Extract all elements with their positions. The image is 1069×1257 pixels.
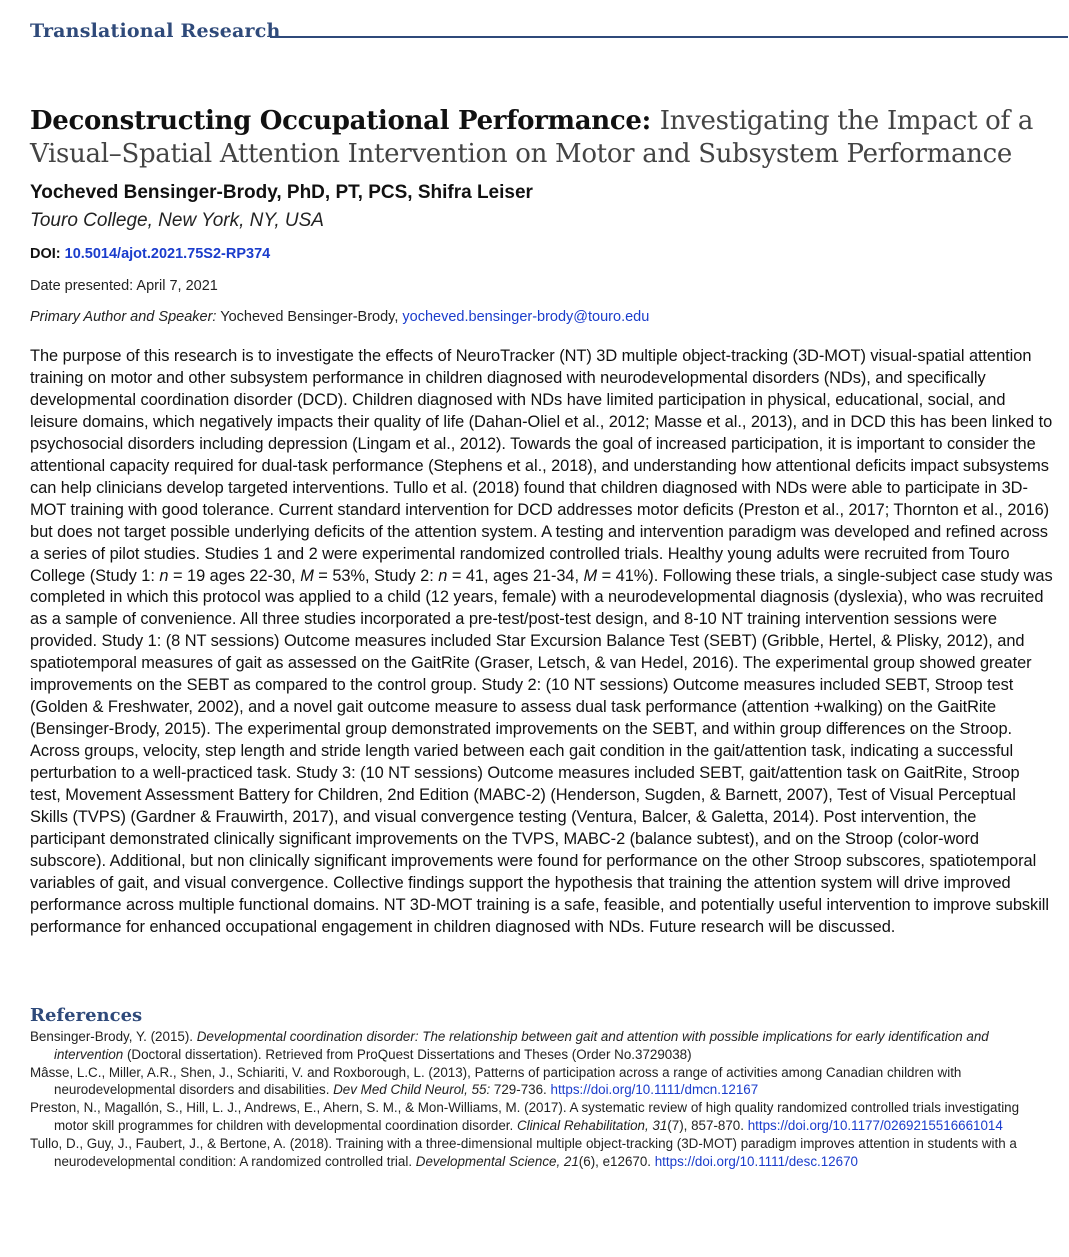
ref-text: Preston, N., Magallón, S., Hill, L. J., Andrews, E., Ahern, S. M., & Mon-Williams, M. (2017). A systematic review of high quality randomized controlled trials investigating motor skill programmes for children with developmental coordination disorder. [30,1100,1020,1133]
abstract-text-2: = 41%). Following these trials, a single-subject case study was completed in which this protocol was applied to a child (12 years, female) with a neurodevelopmental diagnosis (dyslexia), who was recruited as a sample of convenience. All three studies incorporated a pre-test/post-test design, and 8-10 NT training intervention sessions were provided. Study 1: (8 NT sessions) Outcome measures included Star Excursion Balance Test (SEBT) (Gribble, Hertel, & Plisky, 2012), and spatiotemporal measures of gait as assessed on the GaitRite (Graser, Letsch, & van Hedel, 2016). The experimental group showed greater improvements on the SEBT as compared to the control group. Study 2: (10 NT sessions) Outcome measures included SEBT, Stroop test (Golden & Freshwater, 2002), and a novel gait outcome measure to assess dual task performance (attention +walking) on the GaitRite (Bensinger-Brody, 2015). The experimental group demonstrated improvements on the SEBT, and within group differences on the Stroop. Across groups, velocity, step length and stride length varied between each gait condition in the gait/attention task, indicating a successful perturbation to a well-practiced task. Study 3: (10 NT sessions) Outcome measures included SEBT, gait/attention task on GaitRite, Stroop test, Movement Assessment Battery for Children, 2nd Edition (MABC-2) (Henderson, Sugden, & Barnett, 2007), Test of Visual Perceptual Skills (TVPS) (Gardner & Frauwirth, 2017), and visual convergence testing (Ventura, Balcer, & Galetta, 2014). Post intervention, the participant demonstrated clinically significant improvements on the TVPS, MABC-2 (balance subtest), and on the Stroop (color-word subscore). Additional, but non clinically significant improvements were found for performance on the other Stroop subscores, spatiotemporal variables of gait, and visual convergence. Collective findings support the hypothesis that training the attention system will drive improved performance across multiple functional domains. NT 3D-MOT training is a safe, feasible, and potentially useful intervention to improve subskill performance for enhanced occupational engagement in children diagnosed with NDs. Future research will be discussed. [30,566,1053,936]
reference-item [30,1099,1054,1135]
abstract-stat-1: = 19 ages 22-30, [168,566,301,585]
abstract-body [30,346,1054,939]
email-link[interactable]: yocheved.bensinger-brody@touro.edu [402,309,650,325]
ref-italic: Developmental Science, 21 [415,1153,579,1169]
ref-link[interactable]: https://doi.org/10.1177/0269215516661014 [747,1117,1003,1133]
authors: Yocheved Bensinger-Brody, PhD, PT, PCS, Shifra Leiser [30,182,533,203]
ref-link[interactable]: https://doi.org/10.1111/dmcn.12167 [550,1082,759,1098]
primary-label: Primary Author and Speaker: [30,309,217,325]
abstract-stat-3: = 41, ages 21-34, [447,566,584,585]
affiliation: Touro College, New York, NY, USA [30,210,324,231]
page-header [30,18,1069,46]
abstract-stat-2: = 53%, Study 2: [313,566,439,585]
header-rule [270,36,1068,38]
references-heading: References [30,1005,143,1026]
doi-link[interactable]: 10.5014/ajot.2021.75S2-RP374 [64,246,271,262]
ref-italic: Clinical Rehabilitation, 31 [516,1117,668,1133]
doi-label: DOI: [30,246,61,262]
journal-name: Translational Research [30,20,281,42]
ref-text: Bensinger-Brody, Y. (2015). [30,1029,197,1044]
date-presented: Date presented: April 7, 2021 [30,278,218,294]
reference-item [30,1028,1054,1064]
ref-text: (7), 857-870. [667,1117,748,1133]
ref-text: Tullo, D., Guy, J., Faubert, J., & Bertone, A. (2018). Training with a three-dimensional multiple object-tracking (3D-MOT) paradigm improves attention in students with a neurodevelopmental condition: A randomized controlled trial. [30,1135,1017,1169]
references-list [30,1028,1054,1170]
ref-text: (6), e12670. [578,1153,655,1169]
abstract-m2: M [583,566,598,585]
ref-text: Mâsse, L.C., Miller, A.R., Shen, J., Schiariti, V. and Roxborough, L. (2013), Patterns of participation across a range of activities among Canadian children with neurodevelopmental disorders and disabilities. [30,1064,962,1098]
primary-name: Yocheved Bensinger-Brody, [220,309,399,325]
abstract-m1: M [300,566,314,585]
abstract-n1: n [159,566,169,585]
article-title [30,105,1050,171]
doi-line [30,246,270,262]
abstract-n2: n [438,566,448,585]
reference-item [30,1135,1054,1171]
reference-item [30,1064,1054,1100]
ref-text: 729-736. [490,1082,551,1098]
abstract-text-1: The purpose of this research is to investigate the effects of NeuroTracker (NT) 3D multiple object-tracking (3D-MOT) visual-spatial attention training on motor and other subsystem performance in children diagnosed with neurodevelopmental disorders (NDs), and specifically developmental coordination disorder (DCD). Children diagnosed with NDs have limited participation in physical, educational, social, and leisure domains, which negatively impacts their quality of life (Dahan-Oliel et al., 2012; Masse et al., 2013), and in DCD this has been linked to psychosocial disorders including depression (Lingam et al., 2012). Towards the goal of increased participation, it is important to consider the attentional capacity required for dual-task performance (Stephens et al., 2018), and understanding how attentional deficits impact subsystems can help clinicians develop targeted interventions. Tullo et al. (2018) found that children diagnosed with NDs were able to participate in 3D-MOT training with good tolerance. Current standard intervention for DCD addresses motor deficits (Preston et al., 2017; Thornton et al., 2016) but does not target possible underlying deficits of the attention system. A testing and intervention paradigm was developed and refined across a series of pilot studies. Studies 1 and 2 were experimental randomized controlled trials. Healthy young adults were recruited from Touro College (Study 1: [30,347,1053,585]
title-bold: Deconstructing Occupational Performance: [30,106,651,136]
ref-link[interactable]: https://doi.org/10.1111/desc.12670 [654,1153,858,1169]
ref-italic: Developmental coordination disorder: The relationship between gait and attention with possible implications for early identification and intervention [54,1029,989,1062]
title-subtitle: Investigating the Impact of a Visual–Spatial Attention Intervention on Motor and Subsystem Performance [30,106,1034,169]
ref-italic: Dev Med Child Neurol, 55: [333,1082,491,1098]
primary-author-line [30,309,649,325]
ref-text: (Doctoral dissertation). Retrieved from ProQuest Dissertations and Theses (Order No.3729038) [123,1046,692,1062]
